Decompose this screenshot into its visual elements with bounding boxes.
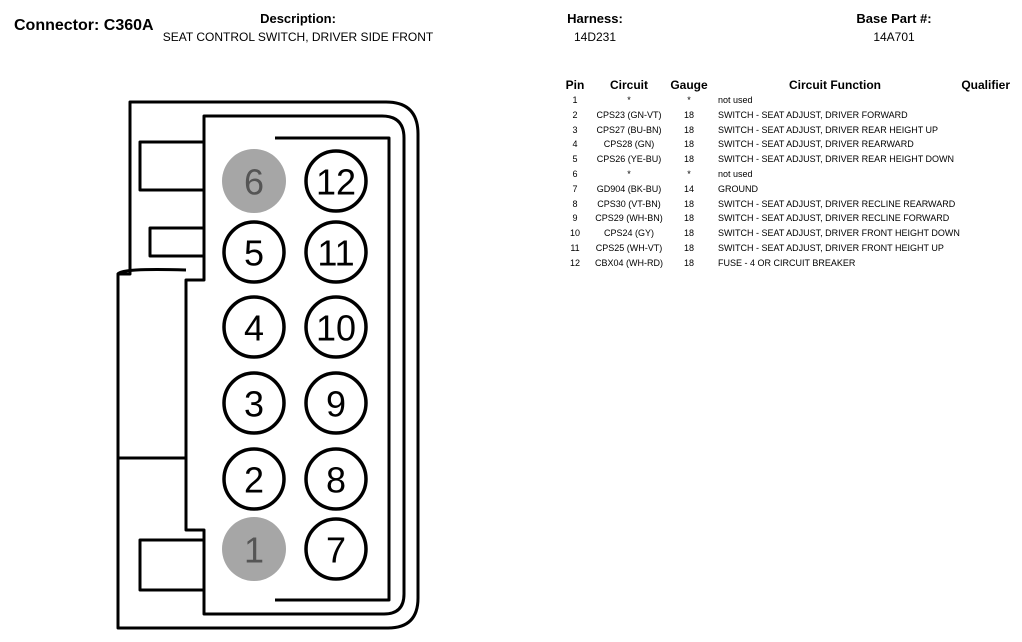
qualifier-cell (960, 152, 1010, 167)
pin-number-cell: 10 (569, 228, 580, 239)
pin-number-cell: 11 (570, 242, 580, 253)
circuit-cell: CPS27 (BU-BN) (596, 124, 662, 135)
pin-number-cell: 2 (572, 109, 578, 120)
gauge-cell: 18 (683, 198, 694, 209)
gauge-cell: 18 (683, 213, 694, 224)
latch-tab-top (140, 142, 204, 190)
gauge-cell: 18 (683, 242, 694, 253)
pin-label: 3 (243, 383, 265, 425)
gauge-cell: 18 (683, 124, 694, 135)
pin-label: 2 (243, 459, 265, 501)
gauge-cell: 18 (683, 154, 694, 165)
circuit-function-cell: SWITCH - SEAT ADJUST, DRIVER RECLINE REARWARD (718, 198, 956, 209)
description-value: SEAT CONTROL SWITCH, DRIVER SIDE FRONT (162, 30, 434, 44)
gauge-cell: 18 (683, 257, 694, 268)
pin-cavity-4 (224, 297, 284, 357)
circuit-function-cell: SWITCH - SEAT ADJUST, DRIVER REARWARD (718, 139, 914, 150)
circuit-cell: CPS24 (GY) (603, 228, 654, 239)
pin-cavity-8 (306, 449, 366, 509)
circuit-function-cell: SWITCH - SEAT ADJUST, DRIVER REAR HEIGHT UP (718, 124, 939, 135)
circuit-cell: * (627, 95, 631, 105)
pin-label: 11 (317, 232, 355, 274)
qualifier-cell (960, 182, 1010, 197)
table-row (560, 137, 1010, 152)
circuit-cell: CBX04 (WH-RD) (594, 257, 663, 268)
pin-cavity-1 (222, 517, 286, 581)
pin-number-cell: 12 (569, 257, 580, 268)
table-row (560, 108, 1010, 123)
gauge-cell: 18 (683, 109, 694, 120)
gauge-cell: 18 (683, 139, 694, 150)
qualifier-cell (960, 256, 1010, 271)
harness-label: Harness: (567, 11, 623, 26)
table-row (560, 211, 1010, 226)
pin-number-cell: 7 (572, 183, 578, 194)
pin-label: 9 (325, 383, 347, 425)
pin-cavity-11 (306, 222, 366, 282)
table-row (560, 256, 1010, 271)
pin-label: 6 (243, 161, 265, 203)
pin-number-cell: 3 (572, 124, 578, 135)
qualifier-cell (960, 123, 1010, 138)
circuit-cell: CPS23 (GN-VT) (596, 109, 662, 120)
table-row (560, 123, 1010, 138)
qualifier-cell (960, 167, 1010, 182)
base-part-value: 14A701 (873, 30, 915, 44)
pin-number-cell: 9 (572, 213, 578, 224)
pin-label: 12 (315, 161, 357, 203)
gauge-cell: * (687, 168, 691, 179)
circuit-cell: CPS28 (GN) (603, 139, 655, 150)
pin-number-cell: 1 (572, 95, 578, 105)
circuit-cell: CPS30 (VT-BN) (597, 198, 661, 209)
table-row (560, 197, 1010, 212)
qualifier-cell (960, 108, 1010, 123)
pin-label: 10 (315, 307, 357, 349)
pin-cavity-12 (306, 151, 366, 211)
pin-cavity-5 (224, 222, 284, 282)
pin-label: 4 (243, 307, 265, 349)
col-header-pin: Pin (565, 77, 585, 92)
gauge-cell: * (687, 95, 691, 105)
gauge-cell: 18 (683, 228, 694, 239)
pin-number-cell: 4 (572, 139, 578, 150)
qualifier-cell (960, 197, 1010, 212)
connector-title: Connector: C360A (14, 17, 154, 34)
qualifier-cell (960, 137, 1010, 152)
pin-cavity-10 (306, 297, 366, 357)
circuit-cell: * (627, 168, 631, 179)
circuit-function-cell: SWITCH - SEAT ADJUST, DRIVER FORWARD (718, 109, 908, 120)
qualifier-cell (960, 241, 1010, 256)
pin-cavities (222, 149, 366, 581)
pin-table (560, 76, 1010, 271)
pin-cavity-3 (224, 373, 284, 433)
pin-number-cell: 6 (572, 168, 578, 179)
table-row (560, 226, 1010, 241)
base-part-label: Base Part #: (856, 11, 932, 26)
pin-cavity-9 (306, 373, 366, 433)
circuit-cell: CPS25 (WH-VT) (595, 242, 663, 253)
base-part-block (834, 11, 954, 44)
table-row (560, 182, 1010, 197)
circuit-function-cell: SWITCH - SEAT ADJUST, DRIVER RECLINE FORWARD (718, 213, 950, 224)
gauge-cell: 14 (683, 183, 694, 194)
circuit-function-cell: SWITCH - SEAT ADJUST, DRIVER FRONT HEIGHT UP (718, 242, 944, 253)
pin-number-cell: 5 (572, 154, 578, 165)
pin-label: 5 (243, 232, 265, 274)
circuit-cell: CPS29 (WH-BN) (595, 213, 663, 224)
pin-number-cell: 8 (572, 198, 578, 209)
col-header-function: Circuit Function (789, 77, 881, 92)
circuit-function-cell: SWITCH - SEAT ADJUST, DRIVER REAR HEIGHT DOWN (718, 154, 955, 165)
qualifier-cell (960, 211, 1010, 226)
pin-cavity-2 (224, 449, 284, 509)
latch-tab-middle (150, 228, 204, 256)
circuit-function-cell: SWITCH - SEAT ADJUST, DRIVER FRONT HEIGHT DOWN (718, 228, 960, 239)
harness-block (545, 11, 645, 44)
table-row (560, 152, 1010, 167)
qualifier-cell (960, 93, 1010, 108)
circuit-cell: GD904 (BK-BU) (596, 183, 662, 194)
table-row (560, 93, 1010, 108)
pin-label: 1 (243, 529, 265, 571)
circuit-function-cell: GROUND (718, 183, 758, 194)
circuit-function-cell: not used (718, 95, 753, 105)
circuit-cell: CPS26 (YE-BU) (596, 154, 662, 165)
table-row (560, 167, 1010, 182)
table-row (560, 241, 1010, 256)
circuit-function-cell: FUSE - 4 OR CIRCUIT BREAKER (718, 257, 856, 268)
pin-cavity-6 (222, 149, 286, 213)
col-header-gauge: Gauge (670, 77, 708, 92)
circuit-function-cell: not used (718, 168, 753, 179)
qualifier-cell (960, 226, 1010, 241)
description-label: Description: (260, 11, 336, 26)
pin-label: 7 (325, 529, 347, 571)
pin-label: 8 (325, 459, 347, 501)
col-header-circuit: Circuit (609, 77, 648, 92)
latch-tab-bottom (140, 540, 204, 590)
pin-cavity-7 (306, 519, 366, 579)
col-header-qualifier: Qualifier (961, 77, 1010, 92)
housing-inner-outline (186, 116, 404, 614)
table-header-row (560, 76, 1010, 93)
harness-value: 14D231 (573, 30, 617, 44)
